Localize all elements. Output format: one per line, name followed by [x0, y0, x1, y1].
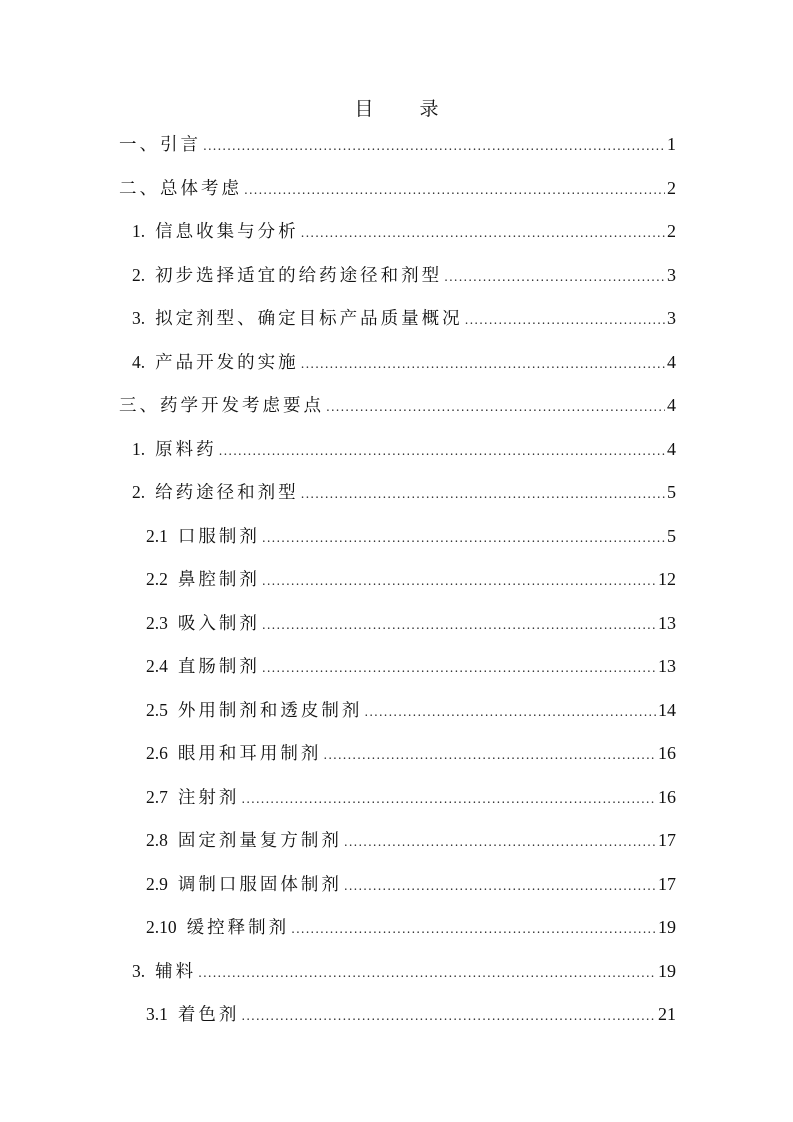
- toc-entry[interactable]: [119, 828, 676, 872]
- toc-page-number: 19: [658, 917, 676, 937]
- toc-entry[interactable]: [119, 741, 676, 785]
- dot-leader: [198, 961, 656, 985]
- toc-entry-label: 2.4 直肠制剂: [146, 656, 260, 677]
- toc-entry-label: 三、药学开发考虑要点: [119, 396, 324, 416]
- toc-entry[interactable]: [119, 654, 676, 698]
- toc-entry-label: 2.8 固定剂量复方制剂: [146, 830, 342, 851]
- toc-entry-label: 1. 信息收集与分析: [132, 221, 299, 242]
- toc-entry[interactable]: [119, 176, 676, 220]
- toc-entry[interactable]: [119, 611, 676, 655]
- toc-entry-label: 2.1 口服制剂: [146, 525, 260, 547]
- toc-entry[interactable]: [119, 393, 676, 437]
- toc-entry-label: 3. 拟定剂型、确定目标产品质量概况: [132, 308, 463, 329]
- toc-page-number: 4: [667, 395, 676, 415]
- toc-entry-label: 二、总体考虑: [119, 178, 242, 199]
- toc-entry-label: 2. 给药途径和剂型: [132, 482, 299, 503]
- dot-leader: [244, 178, 665, 202]
- dot-leader: [326, 395, 665, 419]
- toc-entry[interactable]: [119, 698, 676, 742]
- toc-page-number: 2: [667, 177, 676, 198]
- toc-page-number: 13: [658, 656, 676, 676]
- dot-leader: [344, 874, 656, 898]
- toc-entry[interactable]: [119, 959, 676, 1003]
- dot-leader: [301, 352, 665, 376]
- dot-leader: [262, 613, 656, 637]
- dot-leader: [262, 526, 665, 550]
- toc-page-number: 14: [658, 699, 676, 720]
- toc-page-number: 16: [658, 786, 676, 807]
- toc-entry-label: 4. 产品开发的实施: [132, 351, 299, 373]
- toc-entry-label: 3.1 着色剂: [146, 1004, 240, 1025]
- toc-entry[interactable]: [119, 480, 676, 524]
- toc-entry-label: 2.6 眼用和耳用制剂: [146, 743, 322, 764]
- toc-entry-label: 3. 辅料: [132, 960, 197, 982]
- dot-leader: [241, 787, 656, 811]
- dot-leader: [364, 700, 656, 724]
- toc-page-number: 19: [658, 960, 676, 981]
- toc-page-number: 5: [667, 525, 676, 546]
- toc-entry-label: 2. 初步选择适宜的给药途径和剂型: [132, 264, 443, 286]
- toc-entry[interactable]: [119, 785, 676, 829]
- toc-entry[interactable]: [119, 219, 676, 263]
- dot-leader: [444, 265, 665, 289]
- toc-page-number: 2: [667, 221, 676, 241]
- dot-leader: [291, 917, 656, 941]
- dot-leader: [323, 743, 656, 767]
- toc-page-number: 17: [658, 830, 676, 850]
- dot-leader: [241, 1004, 656, 1028]
- dot-leader: [219, 439, 665, 463]
- dot-leader: [262, 569, 656, 593]
- toc-page-number: 3: [667, 308, 676, 328]
- toc-page-number: 4: [667, 438, 676, 459]
- toc-entry-label: 2.3 吸入制剂: [146, 612, 260, 634]
- toc-page-number: 12: [658, 569, 676, 589]
- toc-entry-label: 2.7 注射剂: [146, 786, 240, 808]
- toc-page-number: 13: [658, 612, 676, 633]
- dot-leader: [301, 221, 665, 245]
- toc-page-number: 4: [667, 351, 676, 372]
- toc-entry[interactable]: [119, 350, 676, 394]
- toc-entry[interactable]: [119, 524, 676, 568]
- toc-entry-label: 2.5 外用制剂和透皮制剂: [146, 699, 363, 721]
- table-of-contents: [119, 132, 676, 1046]
- dot-leader: [301, 482, 665, 506]
- dot-leader: [262, 656, 656, 680]
- toc-entry[interactable]: [119, 1002, 676, 1046]
- toc-page-number: 3: [667, 264, 676, 285]
- toc-page-number: 1: [667, 134, 676, 154]
- toc-entry-label: 2.9 调制口服固体制剂: [146, 873, 342, 895]
- toc-entry-label: 2.2 鼻腔制剂: [146, 569, 260, 590]
- toc-page-number: 16: [658, 743, 676, 763]
- toc-entry[interactable]: [119, 872, 676, 916]
- toc-entry[interactable]: [119, 915, 676, 959]
- toc-entry-label: 一、引言: [119, 135, 201, 155]
- toc-page-number: 17: [658, 873, 676, 894]
- page-title: 目 录: [354, 98, 459, 120]
- toc-entry[interactable]: [119, 263, 676, 307]
- dot-leader: [465, 308, 665, 332]
- toc-entry-label: 2.10 缓控释制剂: [146, 917, 290, 938]
- toc-entry[interactable]: [119, 567, 676, 611]
- toc-entry[interactable]: [119, 306, 676, 350]
- toc-page-number: 21: [658, 1004, 676, 1024]
- dot-leader: [344, 830, 656, 854]
- dot-leader: [203, 134, 665, 158]
- toc-page-number: 5: [667, 482, 676, 502]
- toc-entry[interactable]: [119, 132, 676, 176]
- toc-entry[interactable]: [119, 437, 676, 481]
- toc-entry-label: 1. 原料药: [132, 438, 217, 460]
